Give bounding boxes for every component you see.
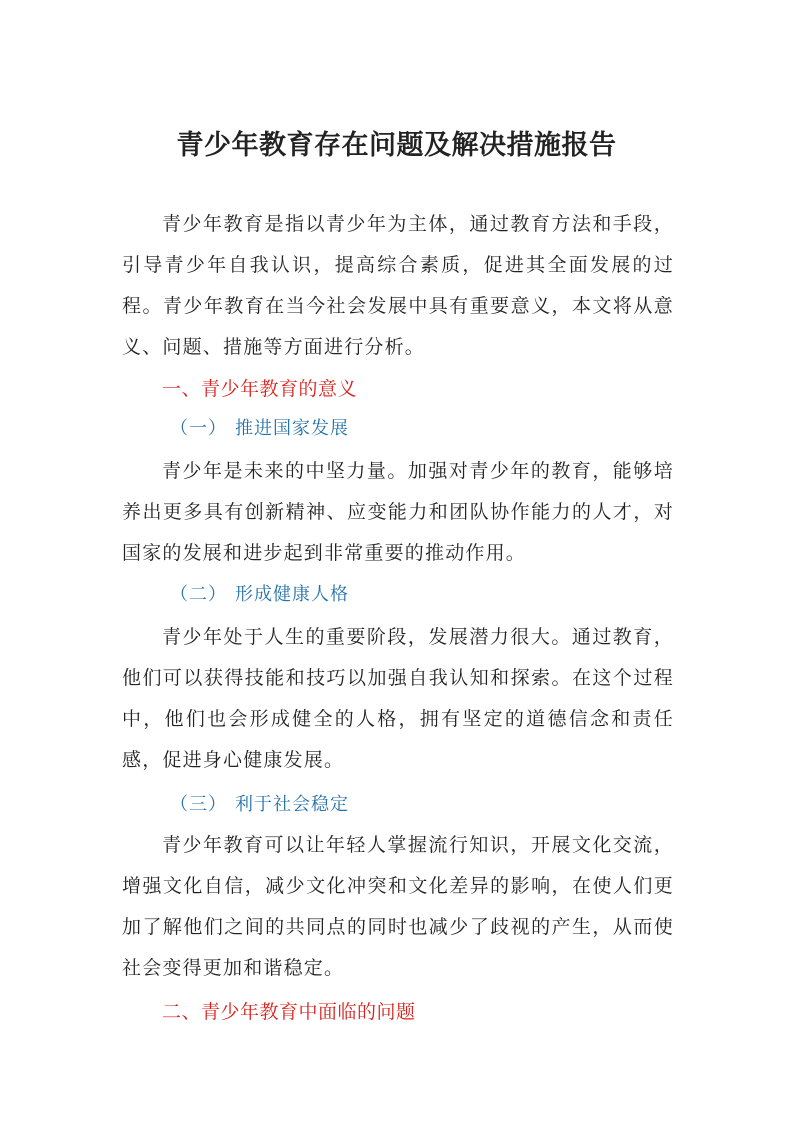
subsection-title: 推进国家发展 xyxy=(235,418,349,439)
section-heading-problems: 二、青少年教育中面临的问题 xyxy=(162,1001,416,1023)
subsection-title: 形成健康人格 xyxy=(235,584,349,605)
paragraph-national-development: 青少年是未来的中坚力量。加强对青少年的教育，能够培养出更多具有创新精神、应变能力和团队协作能力的人才，对国家的发展和进步起到非常重要的推动作用。 xyxy=(122,460,674,564)
subsection-heading-national-development xyxy=(170,414,349,444)
subsection-number: （三） xyxy=(170,794,227,815)
section-heading-significance: 一、青少年教育的意义 xyxy=(162,378,358,400)
subsection-heading-social-stability xyxy=(170,790,349,820)
paragraph-healthy-personality: 青少年处于人生的重要阶段，发展潜力很大。通过教育，他们可以获得技能和技巧以加强自我认知和探索。在这个过程中，他们也会形成健全的人格，拥有坚定的道德信念和责任感，促进身心健康发展。 xyxy=(122,626,674,771)
subsection-number: （一） xyxy=(170,418,227,439)
subsection-title: 利于社会稳定 xyxy=(235,794,349,815)
subsection-number: （二） xyxy=(170,584,227,605)
paragraph-social-stability: 青少年教育可以让年轻人掌握流行知识，开展文化交流，增强文化自信，减少文化冲突和文化差异的影响，在使人们更加了解他们之间的共同点的同时也减少了歧视的产生，从而使社会变得更加和谐稳定。 xyxy=(122,834,674,979)
subsection-heading-healthy-personality xyxy=(170,580,349,610)
intro-paragraph: 青少年教育是指以青少年为主体，通过教育方法和手段，引导青少年自我认识，提高综合素质，促进其全面发展的过程。青少年教育在当今社会发展中具有重要意义，本文将从意义、问题、措施等方面进行分析。 xyxy=(122,213,674,358)
document-title: 青少年教育存在问题及解决措施报告 xyxy=(176,130,617,161)
